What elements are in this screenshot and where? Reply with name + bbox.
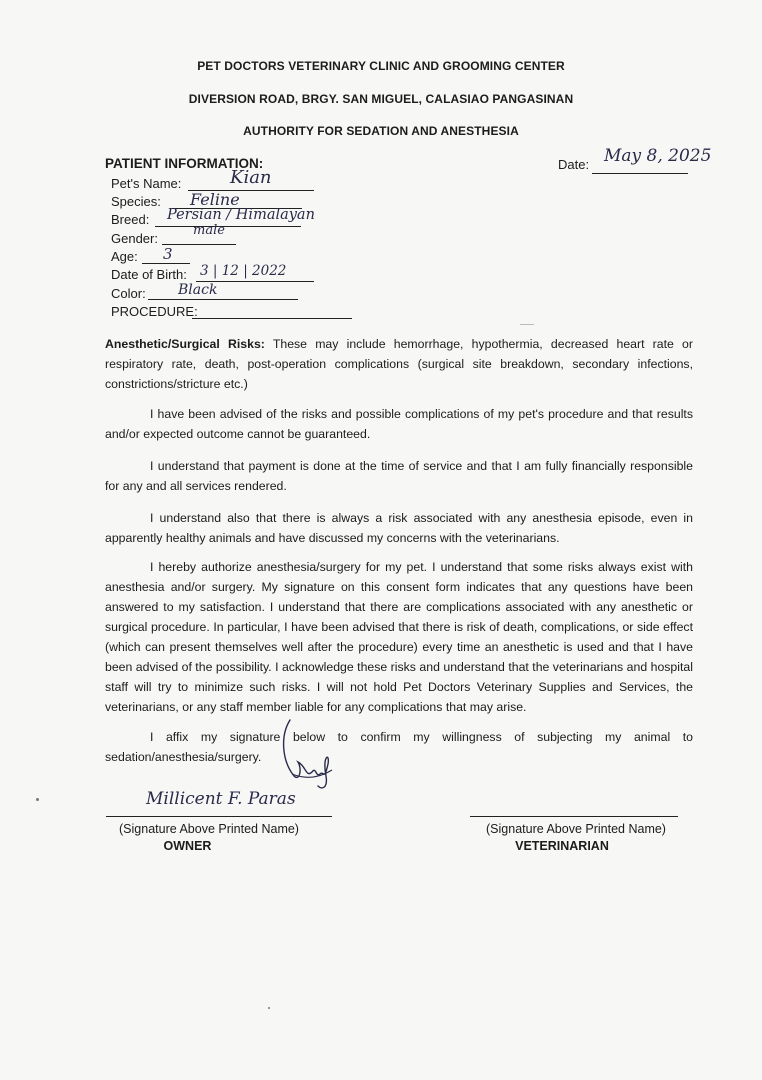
vet-signature-line: [470, 816, 678, 817]
scan-speck: [268, 1007, 270, 1009]
field-label-color: Color:: [111, 286, 146, 301]
field-label-pet-name: Pet's Name:: [111, 176, 182, 191]
gender-line: [162, 244, 236, 245]
risks-paragraph: [105, 334, 693, 394]
vet-signature-caption: (Signature Above Printed Name): [486, 822, 666, 836]
vet-role-label: VETERINARIAN: [515, 839, 609, 853]
form-title: AUTHORITY FOR SEDATION AND ANESTHESIA: [243, 124, 519, 138]
paragraph-risk-awareness: I understand also that there is always a risk associated with any anesthesia episode, even in apparently healthy animals and have discussed my concerns with the veterinarians.: [105, 511, 693, 545]
color-line: [148, 299, 298, 300]
field-label-species: Species:: [111, 194, 161, 209]
paragraph-affix-signature: I affix my signature below to confirm my willingness of subjecting my animal to sedation/anesthesia/surgery.: [105, 730, 693, 764]
risks-text: These may include hemorrhage, hypothermia, decreased heart rate or respiratory rate, death, post-operation complications (surgical site breakdown, secondary infections, constrictions/stricture etc.): [105, 337, 693, 391]
paragraph-authorization: I hereby authorize anesthesia/surgery for my pet. I understand that some risks always exist with anesthesia and/or surgery. My signature on this consent form indicates that any questions have been answered to my satisfaction. I understand that there are complications associated with any anesthetic or surgical procedure. In particular, I have been advised that there is risk of death, complications, or side effect (which can present themselves well after the procedure) every time an anesthetic is used and that I have been advised of the possibility. I acknowledge these risks and understand that the veterinarians and hospital staff will try to minimize such risks. I will not hold Pet Doctors Veterinary Supplies and Services, the veterinarians, or any staff member liable for any complications that may arise.: [105, 560, 693, 714]
owner-signature-line: [106, 816, 332, 817]
date-label: Date:: [558, 157, 590, 172]
owner-signature-caption: (Signature Above Printed Name): [119, 822, 299, 836]
owner-printed-name: Millicent F. Paras: [146, 789, 296, 809]
risks-heading: Anesthetic/Surgical Risks:: [105, 337, 265, 351]
date-line: [592, 173, 688, 174]
patient-info-title: PATIENT INFORMATION:: [105, 156, 264, 171]
field-value-breed: Persian / Himalayan: [167, 207, 315, 223]
paragraph-payment: I understand that payment is done at the time of service and that I am fully financially responsible for any and all services rendered.: [105, 459, 693, 493]
field-value-color: Black: [178, 282, 218, 298]
procedure-line: [192, 318, 352, 319]
clinic-address: DIVERSION ROAD, BRGY. SAN MIGUEL, CALASIAO PANGASINAN: [188, 92, 574, 106]
paragraph-advised: I have been advised of the risks and possible complications of my pet's procedure and that results and/or expected outcome cannot be guaranteed.: [105, 407, 693, 441]
date-value: May 8, 2025: [604, 146, 712, 166]
scan-mark: [520, 324, 534, 325]
scan-speck: [36, 798, 39, 801]
field-label-dob: Date of Birth:: [111, 267, 187, 282]
breed-line: [155, 226, 301, 227]
field-value-age: 3: [163, 245, 173, 263]
age-line: [142, 263, 190, 264]
field-value-pet-name: Kian: [230, 167, 272, 188]
owner-signature-scribble: [272, 716, 342, 796]
field-label-procedure: PROCEDURE:: [111, 304, 198, 319]
clinic-name: PET DOCTORS VETERINARY CLINIC AND GROOMING CENTER: [197, 59, 565, 73]
field-label-age: Age:: [111, 249, 138, 264]
field-value-gender: male: [193, 223, 225, 238]
field-value-species: Feline: [190, 190, 240, 209]
field-value-dob: 3 | 12 | 2022: [200, 263, 287, 279]
field-label-breed: Breed:: [111, 212, 150, 227]
field-label-gender: Gender:: [111, 231, 158, 246]
owner-role-label: OWNER: [163, 839, 212, 853]
